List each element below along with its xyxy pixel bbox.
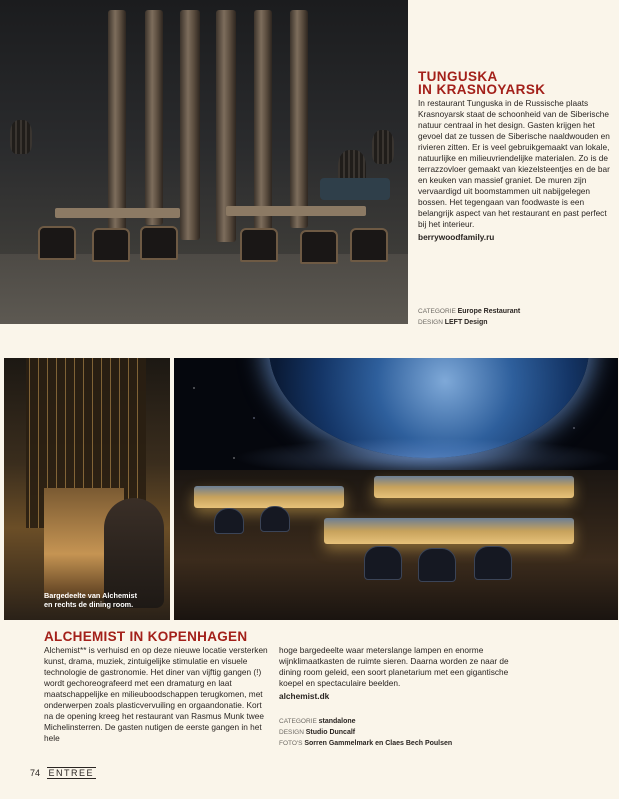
alchemist-credits — [279, 716, 452, 749]
dining-chair — [92, 228, 130, 262]
sofa — [320, 178, 390, 200]
tunguska-restaurant-photo — [0, 0, 408, 324]
dining-stool — [474, 546, 512, 580]
tree-trunk-column — [108, 10, 126, 235]
credit-label: DESIGN — [418, 319, 443, 326]
dining-stool — [364, 546, 402, 580]
photo-caption — [44, 591, 137, 609]
credit-value: LEFT Design — [444, 319, 488, 326]
alchemist-bar-photo — [4, 358, 170, 620]
article-body: hoge bargedeelte waar meterslange lampen en enorme wijnklimaatkasten de ruimte sieren. Daarna worden ze naar de dining room geleid, een soort planetarium met een gigantische koepel en spectaculaire beelden. — [279, 645, 509, 688]
dining-table — [55, 208, 180, 218]
tunguska-credits — [418, 306, 520, 328]
dining-chair — [350, 228, 388, 262]
dining-chair — [140, 226, 178, 260]
caption-line: Bargedeelte van Alchemist — [44, 591, 138, 600]
dining-stool — [418, 548, 456, 582]
terrazzo-floor — [0, 254, 408, 324]
tree-trunk-column — [290, 10, 308, 228]
magazine-brand: ENTREE — [48, 768, 95, 778]
credit-value: Europe Restaurant — [457, 308, 521, 315]
alchemist-dining-room-photo — [174, 358, 618, 620]
article-column-1 — [44, 645, 272, 744]
dining-counter — [324, 518, 574, 544]
tree-trunk-column — [254, 10, 272, 235]
article-body: Alchemist** is verhuisd en op deze nieuwe locatie versterken kunst, drama, muziek, zintuigelijke stimulatie en visuele technologie de gastronomie. Het diner van vijftig gangen (!) wordt gechoreografeerd met een dramaturg en laat maatschappelijke en milieuboodschappen terugkomen, met onderwerpen zoals plasticvervuiling en orgaandonatie. Kort na de opening kreeg het restaurant van Rasmus Munk twee Michelinsterren. De gasten nutigen de eerste gangen in het hele — [44, 645, 268, 743]
dining-counter — [194, 486, 344, 508]
dining-chair — [240, 228, 278, 262]
credit-value: Sorren Gammelmark en Claes Bech Poulsen — [304, 740, 453, 747]
website-link[interactable]: berrywoodfamily.ru — [418, 232, 495, 242]
credit-label: FOTO'S — [279, 740, 303, 747]
credit-label: CATEGORIE — [279, 718, 317, 725]
dining-chair — [38, 226, 76, 260]
caption-line: en rechts de dining room. — [44, 600, 134, 609]
dining-chair — [300, 230, 338, 264]
credit-value: Studio Duncalf — [305, 729, 356, 736]
page-number: 74 — [30, 768, 41, 778]
credit-label: CATEGORIE — [418, 308, 456, 315]
credit-label: DESIGN — [279, 729, 304, 736]
article-body: In restaurant Tunguska in de Russische plaats Krasnoyarsk staat de schoonheid van de Siberische natuur centraal in het design. Gasten krijgen het gevoel dat ze tussen de Siberische naaldwouden en rivieren zitten. Er is veel gebruikgemaakt van lokale, natuurlijke en milieuvriendelijke materialen. Zo is de terrazzovloer gemaakt van kiezelsteentjes en de bar en keuken van massief graniet. De muren zijn vervaardigd uit boomstammen uit nabijgelegen bossen. Het tegengaan van foodwaste is een belangrijk aspect van het restaurant en past perfect bij het interieur. — [418, 98, 610, 229]
dining-stool — [260, 506, 290, 532]
rattan-lamp — [10, 120, 32, 154]
dining-counter — [374, 476, 574, 498]
tunguska-article — [418, 70, 610, 242]
article-column-2 — [279, 645, 511, 701]
tree-trunk-column — [145, 10, 163, 225]
article-title-line1: TUNGUSKA — [418, 69, 498, 84]
dining-table — [226, 206, 366, 216]
tree-trunk-column — [180, 10, 200, 240]
credit-value: standalone — [318, 718, 356, 725]
dining-stool — [214, 508, 244, 534]
article-title: ALCHEMIST IN KOPENHAGEN — [44, 629, 248, 644]
article-title-line2: IN KRASNOYARSK — [418, 82, 546, 97]
rattan-lamp — [372, 130, 394, 164]
page-footer — [30, 768, 96, 778]
website-link[interactable]: alchemist.dk — [279, 691, 330, 701]
